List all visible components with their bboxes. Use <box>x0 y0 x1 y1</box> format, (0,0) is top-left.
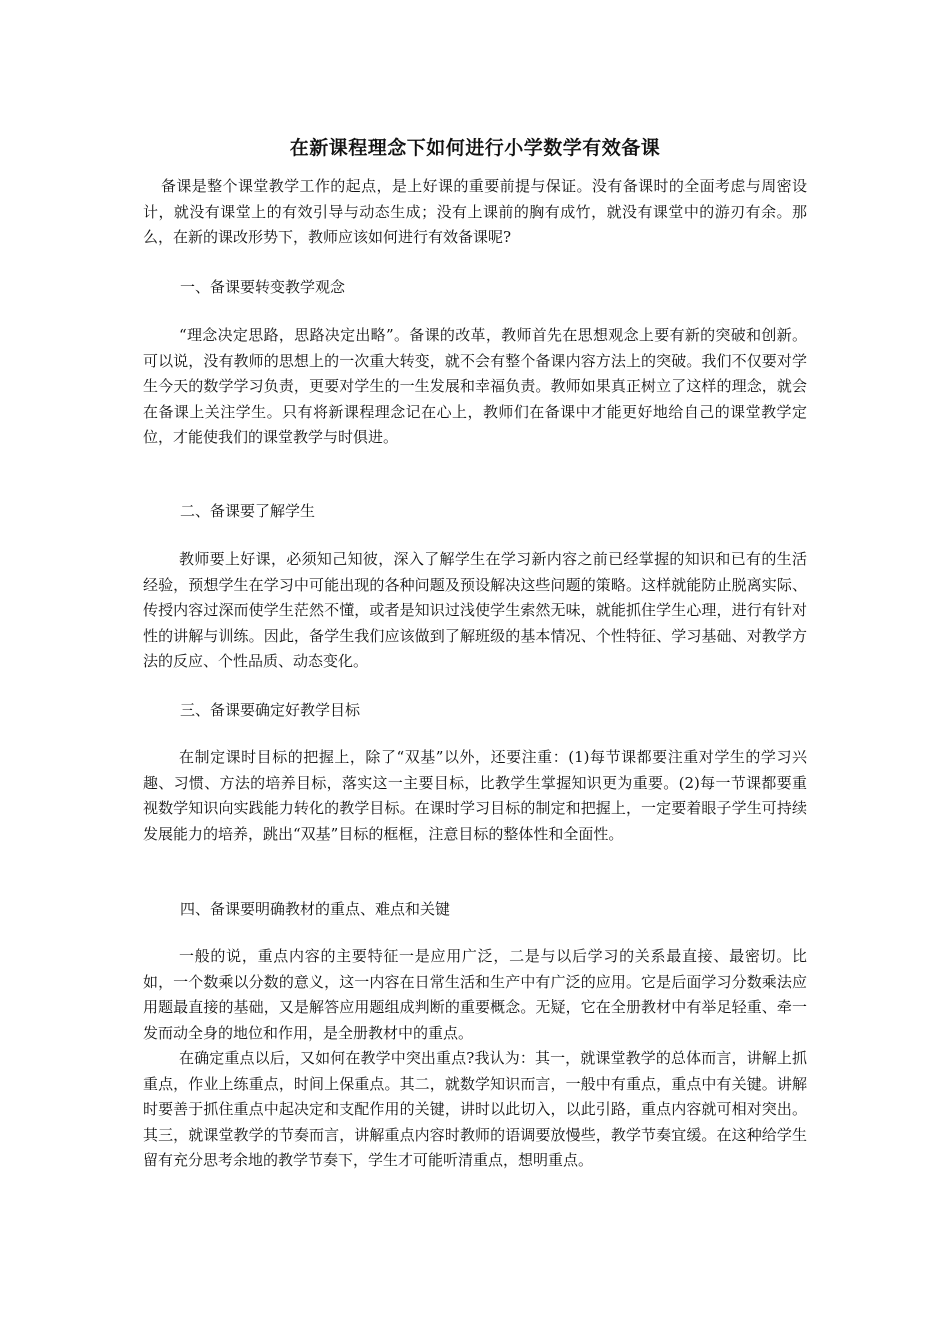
intro-paragraph: 备课是整个课堂教学工作的起点，是上好课的重要前提与保证。没有备课时的全面考虑与周密设计，就没有课堂上的有效引导与动态生成；没有上课前的胸有成竹，就没有课堂中的游刃有余。那么，在新的课改形势下，教师应该如何进行有效备课呢? <box>143 177 807 246</box>
document-title: 在新课程理念下如何进行小学数学有效备课 <box>289 137 661 159</box>
section-2-heading: 二、备课要了解学生 <box>180 502 316 520</box>
section-2-paragraph: 教师要上好课，必须知己知彼，深入了解学生在学习新内容之前已经掌握的知识和已有的生活经验，预想学生在学习中可能出现的各种问题及预设解决这些问题的策略。这样就能防止脱离实际、传授内容过深而使学生茫然不懂，或者是知识过浅使学生索然无味，就能抓住学生心理，进行有针对性的讲解与训练。因此，备学生我们应该做到了解班级的基本情况、个性特征、学习基础、对教学方法的反应、个性品质、动态变化。 <box>143 550 807 670</box>
section-1-heading: 一、备课要转变教学观念 <box>180 278 346 296</box>
section-3-heading: 三、备课要确定好教学目标 <box>180 701 361 719</box>
section-4-paragraph-2: 在确定重点以后，又如何在教学中突出重点?我认为：其一，就课堂教学的总体而言，讲解上抓重点，作业上练重点，时间上保重点。其二，就数学知识而言，一般中有重点，重点中有关键。讲解时要善于抓住重点中起决定和支配作用的关键，讲时以此切入，以此引路，重点内容就可相对突出。其三，就课堂教学的节奏而言，讲解重点内容时教师的语调要放慢些，教学节奏宜缓。在这种给学生留有充分思考余地的教学节奏下，学生才可能听清重点，想明重点。 <box>143 1049 807 1169</box>
section-4-heading: 四、备课要明确教材的重点、难点和关键 <box>180 900 451 918</box>
section-1-paragraph: “理念决定思路，思路决定出略”。备课的改革，教师首先在思想观念上要有新的突破和创新。可以说，没有教师的思想上的一次重大转变，就不会有整个备课内容方法上的突破。我们不仅要对学生今天的数学学习负责，更要对学生的一生发展和幸福负责。教师如果真正树立了这样的理念，就会在备课上关注学生。只有将新课程理念记在心上，教师们在备课中才能更好地给自己的课堂教学定位，才能使我们的课堂教学与时俱进。 <box>143 326 807 446</box>
section-4-paragraph-1: 一般的说，重点内容的主要特征一是应用广泛，二是与以后学习的关系最直接、最密切。比如，一个数乘以分数的意义，这一内容在日常生活和生产中有广泛的应用。它是后面学习分数乘法应用题最直接的基础，又是解答应用题组成判断的重要概念。无疑，它在全册教材中有举足轻重、牵一发而动全身的地位和作用，是全册教材中的重点。 <box>143 947 807 1042</box>
section-3-paragraph: 在制定课时目标的把握上，除了“双基”以外，还要注重：(1)每节课都要注重对学生的学习兴趣、习惯、方法的培养目标，落实这一主要目标，比教学生掌握知识更为重要。(2)每一节课都要重视数学知识向实践能力转化的教学目标。在课时学习目标的制定和把握上，一定要着眼子学生可持续发展能力的培养，跳出“双基”目标的框框，注意目标的整体性和全面性。 <box>143 748 807 843</box>
